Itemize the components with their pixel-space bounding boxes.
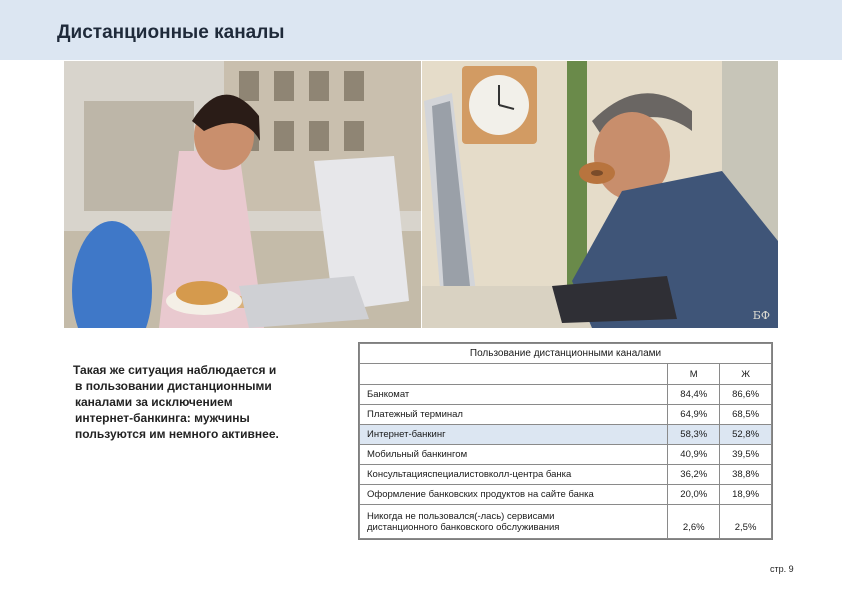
lead-line: пользуются им немного активнее.: [75, 427, 279, 441]
row-value-male: 2,6%: [668, 505, 720, 539]
table-row: [360, 485, 772, 505]
row-value-female: 2,5%: [720, 505, 772, 539]
lead-line: интернет-банкинга: мужчины: [75, 411, 250, 425]
table-row: [360, 385, 772, 405]
row-label-line: дистанционного банковского обслуживания: [367, 521, 560, 533]
table-caption-row: [360, 344, 772, 364]
row-label: Интернет-банкинг: [360, 425, 668, 445]
table-header-empty: [360, 364, 668, 385]
woman-laptop-illustration: [64, 61, 421, 328]
row-label: Платежный терминал: [360, 405, 668, 425]
row-label: Консультацияспециалистовколл-центра банка: [360, 465, 668, 485]
page-number: стр. 9: [770, 564, 794, 574]
page-title: Дистанционные каналы: [57, 22, 285, 43]
row-value-male: 64,9%: [668, 405, 720, 425]
table-row: [360, 405, 772, 425]
row-value-male: 84,4%: [668, 385, 720, 405]
row-value-male: 20,0%: [668, 485, 720, 505]
row-value-female: 18,9%: [720, 485, 772, 505]
lead-paragraph: [75, 362, 345, 442]
table-row-highlighted: [360, 425, 772, 445]
channels-table: [358, 342, 773, 540]
row-value-female: 68,5%: [720, 405, 772, 425]
row-value-female: 39,5%: [720, 445, 772, 465]
watermark-text: БФ: [752, 309, 770, 322]
row-label: [360, 505, 668, 539]
column-header-female: Ж: [720, 364, 772, 385]
row-label-line: Никогда не пользовался(-лась) сервисами: [367, 510, 555, 522]
row-label: Мобильный банкингом: [360, 445, 668, 465]
lead-line: Такая же ситуация наблюдается и: [73, 363, 277, 377]
row-value-male: 58,3%: [668, 425, 720, 445]
row-value-male: 40,9%: [668, 445, 720, 465]
row-value-male: 36,2%: [668, 465, 720, 485]
lead-line: каналами за исключением: [75, 395, 233, 409]
man-computer-illustration: [422, 61, 778, 328]
photo-woman-laptop: [64, 61, 421, 328]
photo-man-computer: [422, 61, 778, 328]
lead-line: в пользовании дистанционными: [75, 379, 272, 393]
row-label: Оформление банковских продуктов на сайте банка: [360, 485, 668, 505]
table-row: [360, 465, 772, 485]
row-label: Банкомат: [360, 385, 668, 405]
table-caption: Пользование дистанционными каналами: [360, 344, 772, 364]
table-header-row: [360, 364, 772, 385]
row-value-female: 38,8%: [720, 465, 772, 485]
table-row: [360, 505, 772, 539]
column-header-male: М: [668, 364, 720, 385]
row-value-female: 86,6%: [720, 385, 772, 405]
table-row: [360, 445, 772, 465]
row-value-female: 52,8%: [720, 425, 772, 445]
